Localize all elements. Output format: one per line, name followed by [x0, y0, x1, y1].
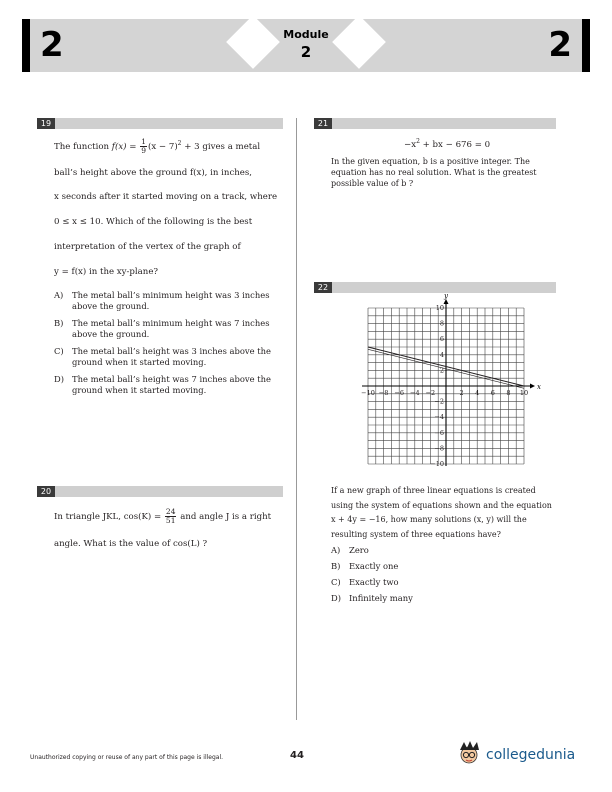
q22-choice-c[interactable]	[331, 577, 531, 588]
q21-equation	[404, 136, 490, 151]
q21-number: 21	[314, 118, 332, 129]
x-tick-label: 8	[506, 389, 511, 397]
q19-choice-a-text: The metal ball’s minimum height was 3 inches above the ground.	[72, 290, 270, 311]
q19-choice-a[interactable]	[54, 290, 284, 312]
q21-eq-prefix: −x	[404, 139, 417, 150]
q19-stem-line5: interpretation of the vertex of the graph of	[54, 242, 241, 252]
mascot-logo-icon	[455, 738, 483, 766]
q20-stem-prefix: In triangle JKL, cos(K) =	[54, 512, 164, 522]
q19-stem-line2: ball’s height above the ground f(x), in inches,	[54, 168, 253, 178]
x-axis-arrow	[530, 384, 535, 389]
q19-func-rest: (x − 7)	[147, 142, 178, 152]
q22-text: If a new graph of three linear equations is created using the system of equations shown and the equation x + 4y = −16, how many solutions (x, y) will the resulting system of three equations have?	[331, 486, 552, 539]
q19-choice-b-text: The metal ball’s minimum height was 7 inches above the ground.	[72, 318, 270, 339]
q19-exponent: 2	[177, 140, 182, 148]
y-axis-label: y	[444, 292, 448, 300]
y-tick-label: 6	[439, 335, 444, 344]
q21-text: In the given equation, b is a positive integer. The equation has no real solution. What is the greatest possible value of b ?	[331, 157, 537, 188]
q20-frac-num: 24	[165, 507, 176, 516]
q22-number: 22	[314, 282, 332, 293]
q22-choice-d-text: Infinitely many	[349, 593, 413, 603]
x-tick-label: −2	[425, 389, 436, 397]
copyright-notice: Unauthorized copying or reuse of any part of this page is illegal.	[30, 754, 224, 761]
q20-fraction	[165, 508, 177, 525]
q19-choice-b[interactable]	[54, 318, 284, 340]
q19-stem-line4: 0 ≤ x ≤ 10. Which of the following is the best	[54, 217, 253, 227]
q19-choice-b-letter: B)	[54, 318, 64, 328]
y-tick-label: −2	[434, 397, 444, 406]
q20-stem-line1	[54, 508, 271, 525]
q19-stem-line6: y = f(x) in the xy-plane?	[54, 267, 159, 277]
q21-number-bar	[314, 118, 556, 129]
q19-choice-c[interactable]	[54, 346, 284, 368]
y-tick-label: −8	[434, 444, 444, 453]
q22-choice-c-letter: C)	[331, 577, 341, 587]
y-tick-label: −6	[434, 428, 444, 437]
x-tick-label: −8	[378, 389, 389, 397]
q19-func-tail: + 3 gives a metal	[181, 142, 261, 152]
x-tick-label: 6	[490, 389, 495, 397]
q19-func-lhs: f(x) =	[111, 142, 140, 152]
collegedunia-logo: collegedunia	[486, 747, 576, 763]
q22-choice-a-text: Zero	[349, 545, 369, 555]
q20-number-bar	[37, 486, 283, 497]
x-tick-label: −10	[361, 389, 375, 397]
q22-coordinate-graph	[350, 292, 542, 474]
q19-frac-num: 1	[141, 137, 146, 146]
q19-stem-line1	[54, 138, 260, 155]
q22-choice-a-letter: A)	[331, 545, 341, 555]
module-number: 2	[300, 43, 312, 61]
x-tick-label: 10	[519, 389, 529, 397]
q19-frac-den: 9	[141, 146, 146, 155]
x-tick-label: 2	[459, 389, 464, 397]
q19-fraction	[140, 138, 147, 155]
q20-frac-den: 51	[165, 516, 176, 525]
q19-stem-prefix: The function	[54, 142, 112, 152]
q19-choice-d-text: The metal ball’s height was 7 inches above the ground when it started moving.	[72, 374, 271, 395]
y-tick-label: 2	[439, 366, 444, 375]
q19-choice-a-letter: A)	[54, 290, 64, 300]
y-tick-label: 10	[435, 304, 444, 312]
q19-choice-c-text: The metal ball’s height was 3 inches above the ground when it started moving.	[72, 346, 271, 367]
q20-number: 20	[37, 486, 55, 497]
q19-choice-c-letter: C)	[54, 346, 64, 356]
q22-number-bar	[314, 282, 556, 293]
q21-eq-exponent: 2	[416, 138, 420, 145]
x-tick-label: −4	[410, 389, 420, 397]
q22-choice-a[interactable]	[331, 545, 531, 556]
q22-choice-b-text: Exactly one	[349, 561, 399, 571]
x-axis-label: x	[537, 383, 541, 391]
q19-choice-d-letter: D)	[54, 374, 64, 384]
q22-choice-d-letter: D)	[331, 593, 341, 603]
y-tick-label: 8	[439, 319, 444, 328]
q20-stem-suffix: and angle J is a right	[177, 512, 272, 522]
q19-number: 19	[37, 118, 55, 129]
page-number: 44	[290, 750, 304, 761]
q22-choice-b[interactable]	[331, 561, 531, 572]
q22-choice-b-letter: B)	[331, 561, 341, 571]
q19-stem-line3: x seconds after it started moving on a track, where	[54, 192, 278, 202]
q21-eq-rest: + bx − 676 = 0	[419, 139, 491, 150]
module-title: Module	[283, 28, 329, 41]
q22-choice-c-text: Exactly two	[349, 577, 399, 587]
q19-choice-d[interactable]	[54, 374, 284, 396]
column-divider	[296, 118, 297, 720]
q19-number-bar	[37, 118, 283, 129]
q22-choice-d[interactable]	[331, 593, 531, 604]
header-left-number: 2	[40, 25, 64, 65]
x-tick-label: 4	[475, 389, 480, 397]
header-right-number: 2	[548, 25, 572, 65]
header-right-bar	[582, 19, 590, 72]
y-tick-label: 4	[439, 350, 444, 359]
y-tick-label: −4	[434, 413, 444, 422]
x-tick-label: −6	[394, 389, 404, 397]
q20-stem-line2: angle. What is the value of cos(L) ?	[54, 539, 208, 549]
y-tick-label: −10	[430, 460, 444, 468]
module-header	[22, 19, 590, 72]
